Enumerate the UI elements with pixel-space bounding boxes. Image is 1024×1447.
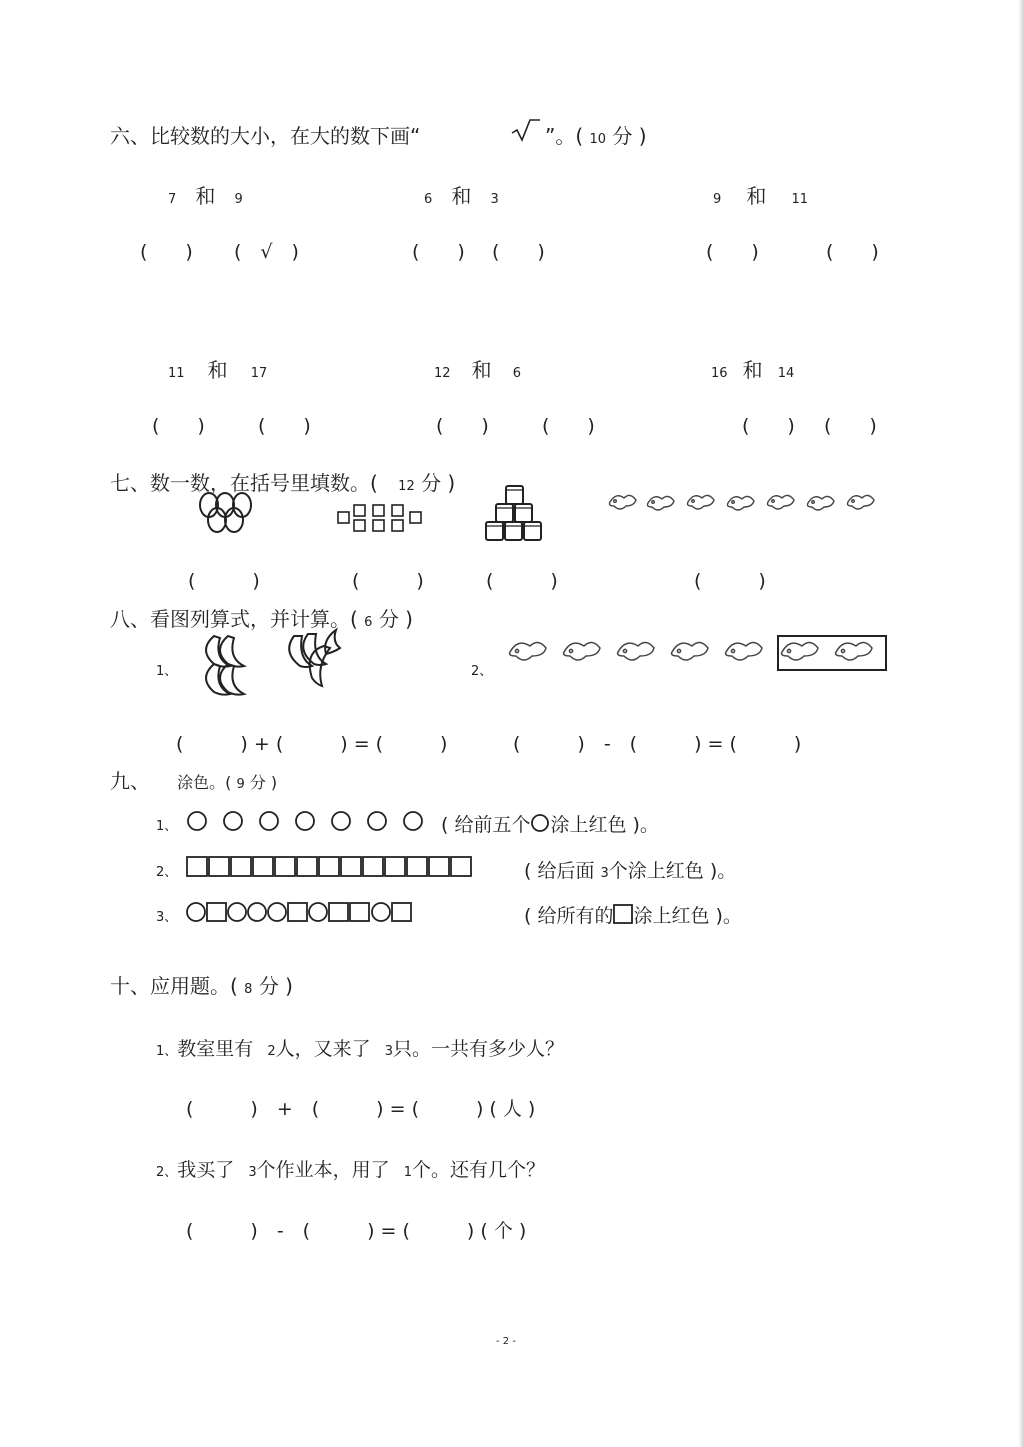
compare-pair-5: 12 和 6	[434, 358, 522, 382]
word-problem-1: 1、教室里有 2人，又来了 3只。一共有多少人？	[156, 1038, 564, 1060]
word-problem-2-equation[interactable]: ( ) - ( ) = ( ) ( 个 )	[186, 1220, 527, 1242]
answer-blank[interactable]: ( )	[742, 415, 795, 437]
color-instruction-2: ( 给后面 3个涂上红色 )。	[524, 860, 737, 882]
section-9-title: 九、 涂色。( 9 分 )	[110, 769, 278, 793]
answer-blank[interactable]: ( )	[436, 415, 489, 437]
item-2-label: 2、	[471, 664, 493, 679]
answer-blank[interactable]: ( )	[492, 241, 545, 263]
circle-shape	[188, 812, 206, 830]
answer-blank[interactable]: ( )	[824, 415, 877, 437]
circle-shape	[332, 812, 350, 830]
bananas-left-picture	[200, 632, 252, 698]
compare-pair-2: 6 和 3	[424, 184, 499, 208]
circle-shape	[224, 812, 242, 830]
compare-pair-3: 9 和 11	[713, 184, 809, 208]
circle-shape	[404, 812, 422, 830]
checkmark-icon	[510, 118, 540, 144]
circle-shape	[260, 812, 278, 830]
count-blank-birds[interactable]: ( )	[694, 570, 766, 592]
equation-subtraction-blanks[interactable]: ( ) - ( ) = ( )	[513, 733, 802, 755]
word-problem-2: 2、我买了 3个作业本，用了 1个。还有几个？	[156, 1159, 545, 1181]
answer-blank[interactable]: ( )	[412, 241, 465, 263]
square-icon	[613, 904, 633, 924]
item-1-label: 1、	[156, 664, 178, 679]
answer-blank-checked[interactable]: ( √ )	[234, 241, 299, 263]
birds-boxed-picture	[506, 634, 890, 674]
balloons-picture	[198, 490, 260, 536]
squares-row	[186, 856, 474, 878]
circle-shape	[368, 812, 386, 830]
circle-shape	[296, 812, 314, 830]
count-blank-cylinders[interactable]: ( )	[486, 570, 558, 592]
section-10-title: 十、应用题。( 8 分 )	[110, 974, 293, 998]
section-7-title: 七、数一数，在括号里填数。( 12 分 )	[110, 471, 456, 495]
compare-pair-6: 16 和 14	[711, 358, 795, 382]
answer-blank[interactable]: ( )	[258, 415, 311, 437]
circle-icon	[530, 813, 550, 833]
page-number: - 2 -	[496, 1336, 516, 1347]
birds-picture	[606, 490, 886, 520]
equation-addition-blanks[interactable]: ( ) + ( ) = ( )	[176, 733, 448, 755]
section-8-title: 八、看图列算式，并计算。( 6 分 )	[110, 607, 413, 631]
answer-blank[interactable]: ( )	[706, 241, 759, 263]
circles-row	[186, 810, 426, 832]
color-item-2-label: 2、	[156, 865, 178, 880]
section-6-title-end: ”。( 10 分 )	[545, 124, 647, 148]
word-problem-1-equation[interactable]: ( ) + ( ) = ( ) ( 人 )	[186, 1098, 536, 1120]
mixed-shapes-row	[186, 901, 430, 923]
cylinders-picture	[484, 484, 548, 544]
color-item-3-label: 3、	[156, 910, 178, 925]
count-blank-squares[interactable]: ( )	[352, 570, 424, 592]
page-edge-shadow	[1018, 0, 1024, 1447]
color-instruction-1: ( 给前五个 涂上红色 )。	[441, 814, 659, 836]
section-6-title: 六、比较数的大小，在大的数下画“	[110, 124, 421, 148]
squares-picture	[337, 503, 425, 535]
compare-pair-1: 7 和 9	[168, 184, 243, 208]
compare-pair-4: 11 和 17	[168, 358, 268, 382]
bananas-right-picture	[284, 628, 348, 688]
answer-blank[interactable]: ( )	[152, 415, 205, 437]
count-blank-balloons[interactable]: ( )	[188, 570, 260, 592]
answer-blank[interactable]: ( )	[140, 241, 193, 263]
color-instruction-3: ( 给所有的 涂上红色 )。	[524, 905, 742, 927]
color-item-1-label: 1、	[156, 819, 178, 834]
answer-blank[interactable]: ( )	[542, 415, 595, 437]
answer-blank[interactable]: ( )	[826, 241, 879, 263]
